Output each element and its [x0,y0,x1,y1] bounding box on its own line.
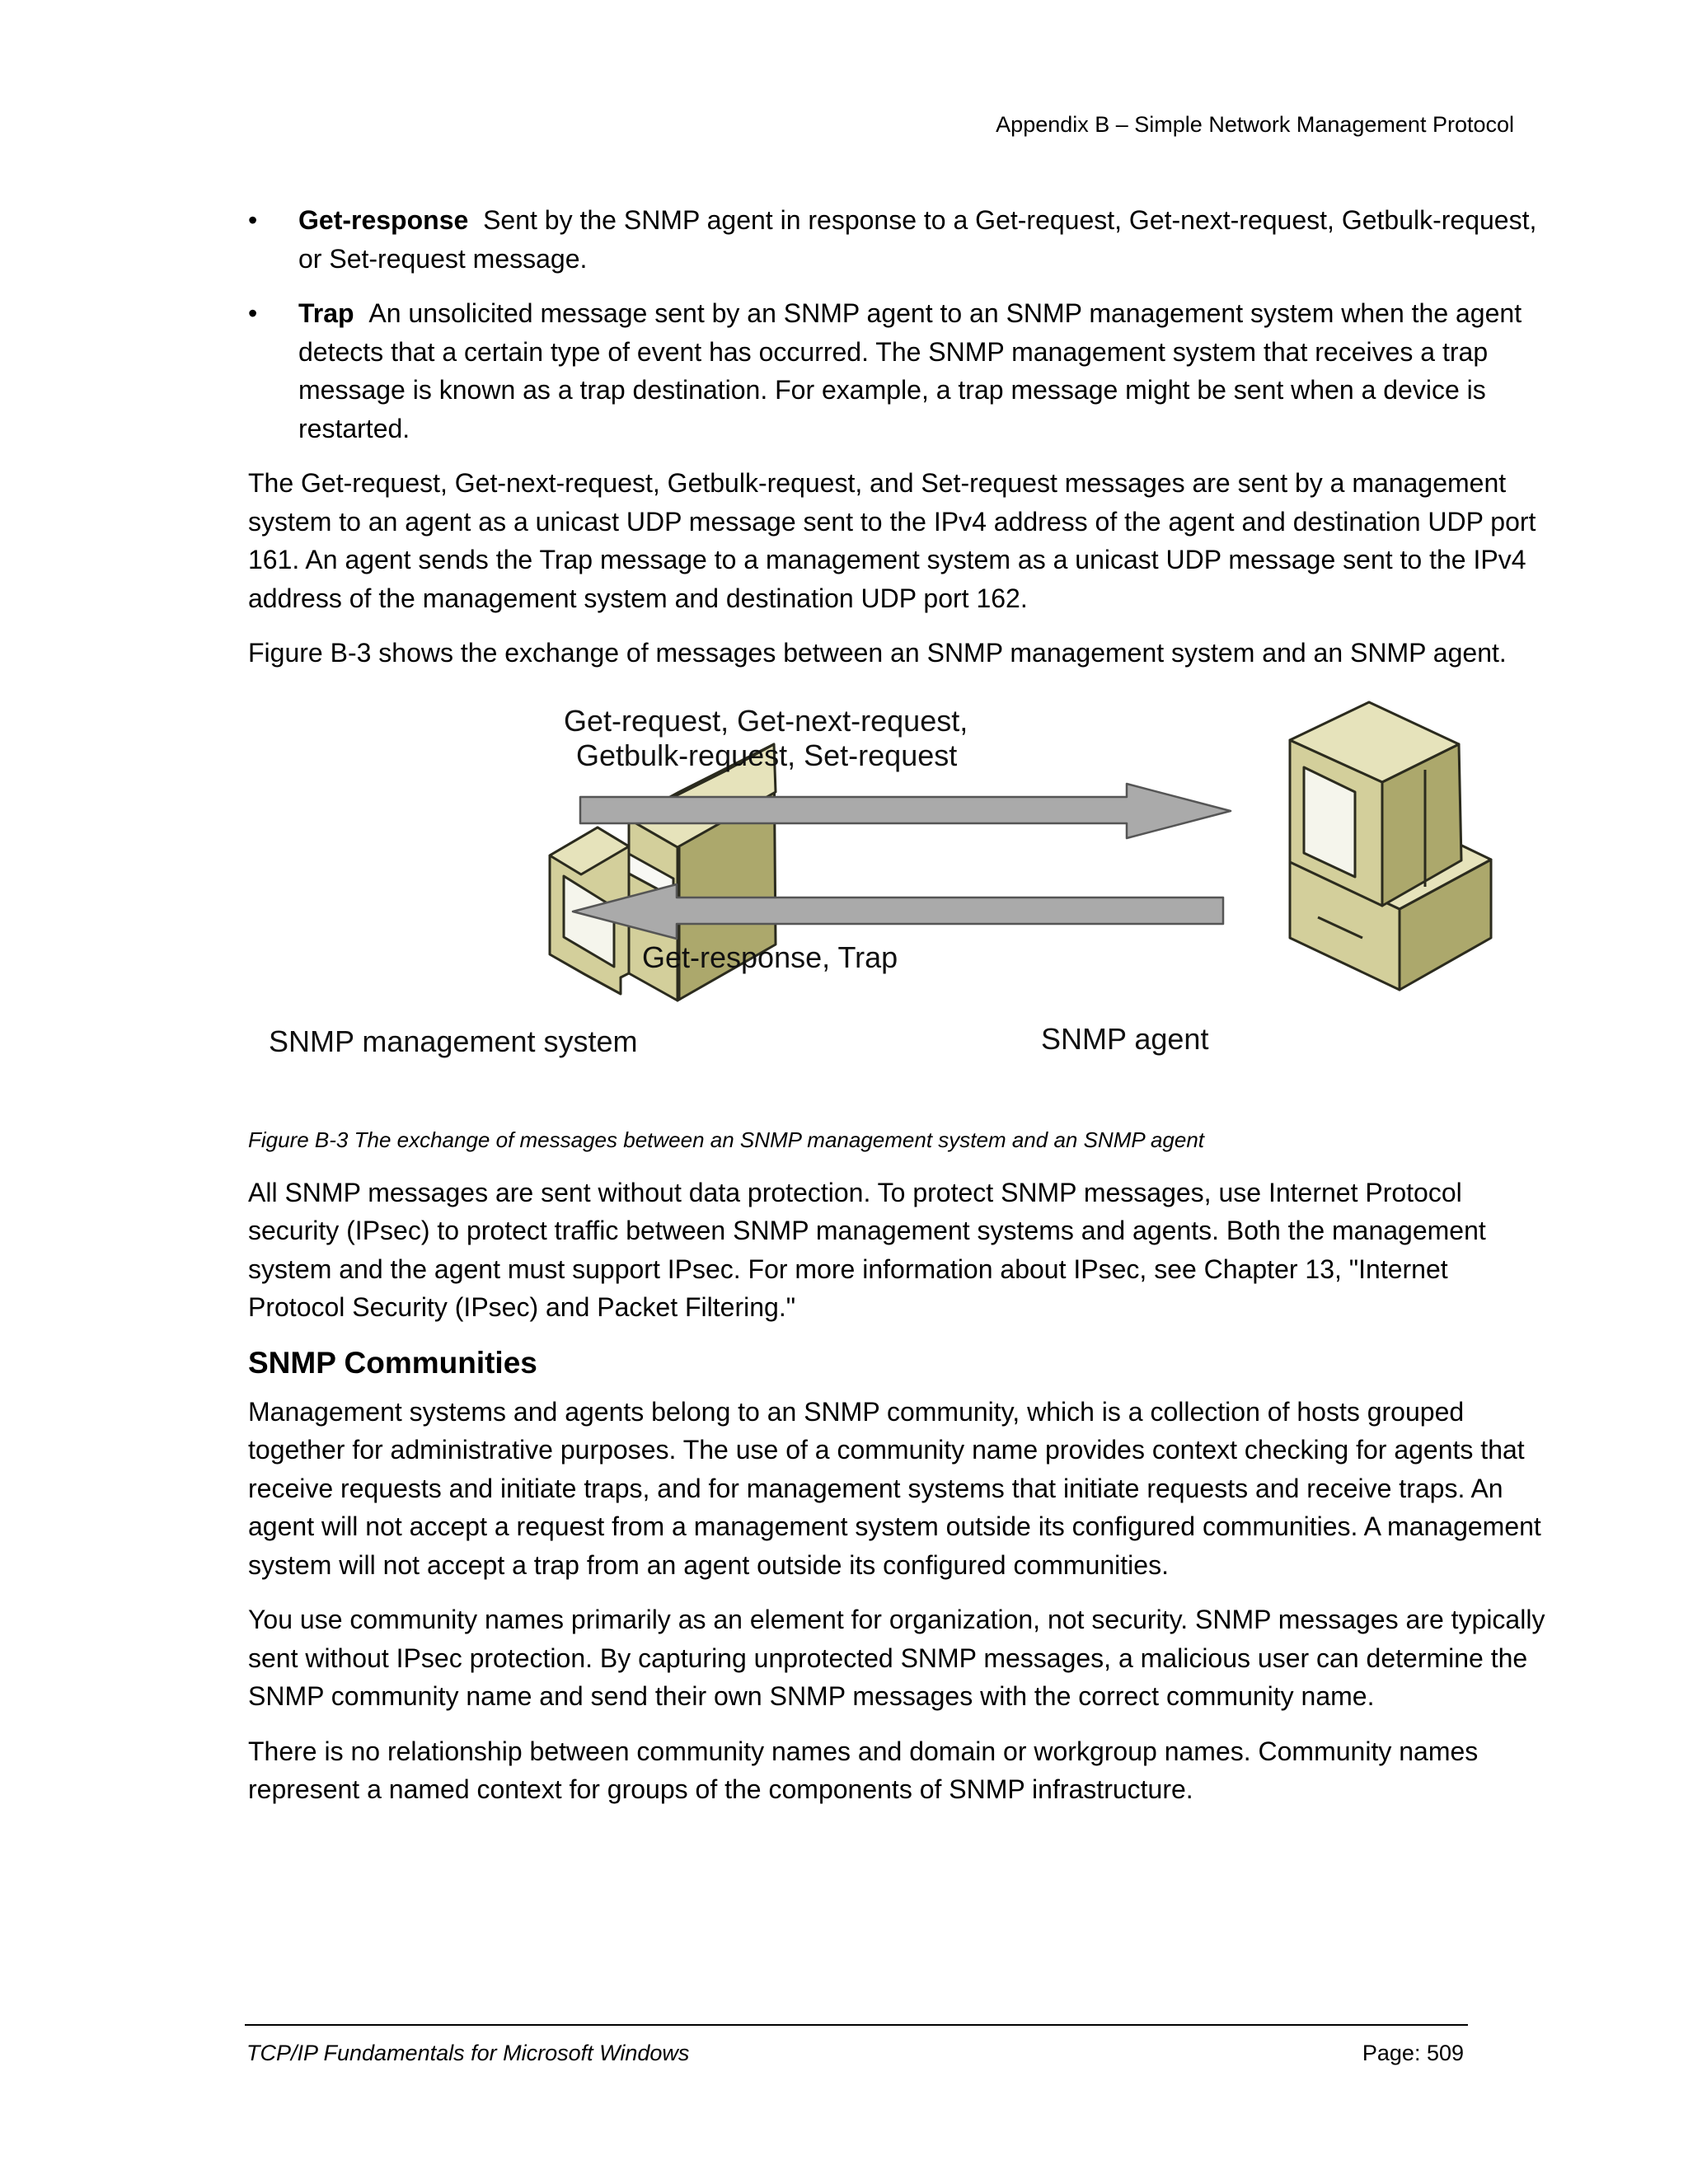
footer-divider [245,2024,1468,2026]
bullet-trap [248,294,1550,448]
bullet-get-response [248,201,1550,278]
footer-book-title: TCP/IP Fundamentals for Microsoft Windows [246,2041,690,2065]
paragraph-community-relationship: There is no relationship between community names and domain or workgroup names. Community names represent a named context for groups of the components of SNMP infrastructure. [248,1736,1479,1804]
agent-label: SNMP agent [1041,1021,1209,1056]
request-messages-label-line2: Getbulk-request, Set-request [576,738,958,772]
response-arrow-icon [573,884,1223,939]
paragraph-message-delivery: The Get-request, Get-next-request, Getbulk-request, and Set-request messages are sent by a management system to an agent as a unicast UDP message sent to the IPv4 address of the agent and destination UDP port 161. An agent sends the Trap message to a management system as a unicast UDP message sent to the IPv4 address of the management system and destination UDP port 162. [248,468,1536,613]
bullet-symbol: • [248,298,258,328]
paragraph-data-protection: All SNMP messages are sent without data protection. To protect SNMP messages, use Internet Protocol security (IPsec) to protect traffic between SNMP management systems and agents. Both the management system and the agent must support IPsec. For more information about IPsec, see Chapter 13, "Internet Protocol Security (IPsec) and Packet Filtering." [248,1177,1486,1322]
management-system-label: SNMP management system [269,1024,638,1058]
paragraph-figure-intro: Figure B-3 shows the exchange of messages between an SNMP management system and an SNMP agent. [248,638,1507,668]
paragraph-community-definition: Management systems and agents belong to an SNMP community, which is a collection of hosts grouped together for administrative purposes. The use of a community name provides context checking for agents that receive requests and initiate traps, and for management systems that initiate requests and receive traps. An agent will not accept a request from a management system outside its configured communities. A management system will not accept a trap from an agent outside its configured communities. [248,1396,1541,1580]
running-header: Appendix B – Simple Network Management Protocol [996,112,1514,137]
response-messages-label: Get-response, Trap [642,940,898,974]
section-heading: SNMP Communities [248,1345,537,1380]
paragraph-community-security: You use community names primarily as an element for organization, not security. SNMP messages are typically sent without IPsec protection. By capturing unprotected SNMP messages, a malicious user can determine the SNMP community name and send their own SNMP messages with the correct community name. [248,1605,1545,1711]
bullet-text: Sent by the SNMP agent in response to a Get-request, Get-next-request, Getbulk-request, or Set-request message. [298,205,1537,274]
agent-computer-icon [1290,702,1491,990]
request-messages-label-line1: Get-request, Get-next-request, [564,703,968,738]
bullet-term: Get-response [298,205,469,235]
figure-b3 [246,697,1565,1101]
bullet-term: Trap [298,298,354,328]
bullet-symbol: • [248,205,258,235]
footer-page-number: Page: 509 [1362,2041,1464,2065]
figure-caption: Figure B-3 The exchange of messages between an SNMP management system and an SNMP agent [248,1127,1205,1152]
bullet-text: An unsolicited message sent by an SNMP agent to an SNMP management system when the agent detects that a certain type of event has occurred. The SNMP management system that receives a trap message is known as a trap destination. For example, a trap message might be sent when a device is restarted. [298,298,1522,443]
page-content [248,201,1550,1825]
